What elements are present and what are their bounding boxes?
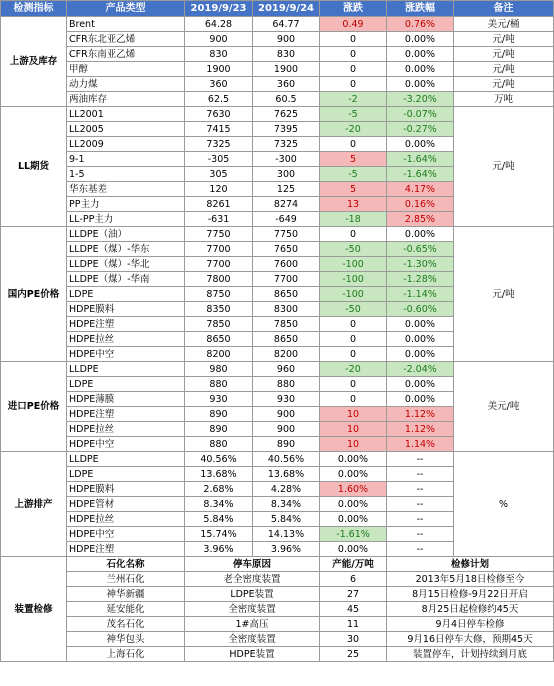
section-title: 进口PE价格 <box>1 362 67 452</box>
unit-note: 元/吨 <box>454 32 554 47</box>
section-title: 上游及库存 <box>1 17 67 107</box>
product-name: HDPE中空 <box>67 437 185 452</box>
unit-note: % <box>454 452 554 557</box>
header-note: 备注 <box>454 1 554 17</box>
table-row <box>1 32 554 47</box>
change-value: 0.00% <box>320 542 387 557</box>
table-row <box>1 362 554 377</box>
table-row <box>1 227 554 242</box>
value-day2: 7325 <box>253 137 320 152</box>
change-percent: -- <box>387 497 454 512</box>
header-date2: 2019/9/24 <box>253 1 320 17</box>
product-name: HDPE注塑 <box>67 542 185 557</box>
value-day1: 7800 <box>185 272 253 287</box>
change-percent: 0.00% <box>387 32 454 47</box>
change-value: -100 <box>320 272 387 287</box>
product-name: HDPE膜料 <box>67 302 185 317</box>
maintenance-capacity: 6 <box>320 572 387 587</box>
change-percent: 4.17% <box>387 182 454 197</box>
change-value: 0.00% <box>320 452 387 467</box>
change-value: 0 <box>320 392 387 407</box>
maintenance-plan: 装置停车，计划持续到月底 <box>387 647 554 662</box>
maintenance-capacity: 25 <box>320 647 387 662</box>
maintenance-plan: 8月25日起检修约45天 <box>387 602 554 617</box>
change-percent: -- <box>387 482 454 497</box>
product-name: HDPE注塑 <box>67 407 185 422</box>
table-row <box>1 47 554 62</box>
product-name: LLDPE（煤）-华南 <box>67 272 185 287</box>
change-value: -100 <box>320 257 387 272</box>
header-product: 产品类型 <box>67 1 185 17</box>
product-name: LLDPE <box>67 452 185 467</box>
maintenance-header-row <box>1 557 554 572</box>
change-value: 0 <box>320 32 387 47</box>
change-percent: -1.28% <box>387 272 454 287</box>
section-title: 装置检修 <box>1 557 67 662</box>
value-day1: 64.28 <box>185 17 253 32</box>
value-day2: 13.68% <box>253 467 320 482</box>
value-day1: 8350 <box>185 302 253 317</box>
header-row <box>1 1 554 17</box>
maintenance-header-plan: 检修计划 <box>387 557 554 572</box>
value-day1: 2.68% <box>185 482 253 497</box>
product-name: HDPE中空 <box>67 527 185 542</box>
value-day2: 930 <box>253 392 320 407</box>
change-value: 10 <box>320 407 387 422</box>
product-name: LL2009 <box>67 137 185 152</box>
value-day2: 1900 <box>253 62 320 77</box>
product-name: PP主力 <box>67 197 185 212</box>
value-day1: 980 <box>185 362 253 377</box>
value-day1: 3.96% <box>185 542 253 557</box>
change-value: 5 <box>320 182 387 197</box>
value-day1: 7415 <box>185 122 253 137</box>
maintenance-reason: LDPE装置 <box>185 587 320 602</box>
table-row <box>1 77 554 92</box>
product-name: 9-1 <box>67 152 185 167</box>
header-change-pct: 涨跌幅 <box>387 1 454 17</box>
value-day2: 64.77 <box>253 17 320 32</box>
value-day1: 1900 <box>185 62 253 77</box>
value-day1: 8650 <box>185 332 253 347</box>
value-day1: 13.68% <box>185 467 253 482</box>
maintenance-capacity: 45 <box>320 602 387 617</box>
value-day1: 120 <box>185 182 253 197</box>
maintenance-capacity: 30 <box>320 632 387 647</box>
maintenance-reason: 全密度装置 <box>185 632 320 647</box>
change-value: 10 <box>320 422 387 437</box>
product-name: HDPE注塑 <box>67 317 185 332</box>
change-value: 0 <box>320 377 387 392</box>
value-day2: 8300 <box>253 302 320 317</box>
change-percent: -- <box>387 542 454 557</box>
table-row <box>1 107 554 122</box>
value-day2: 7625 <box>253 107 320 122</box>
unit-note: 元/吨 <box>454 227 554 362</box>
change-value: 0 <box>320 137 387 152</box>
table-row <box>1 17 554 32</box>
maintenance-reason: 1#高压 <box>185 617 320 632</box>
change-percent: -- <box>387 527 454 542</box>
change-percent: 0.00% <box>387 332 454 347</box>
value-day2: 40.56% <box>253 452 320 467</box>
product-name: LLDPE（煤）-华北 <box>67 257 185 272</box>
value-day2: 7750 <box>253 227 320 242</box>
unit-note: 美元/桶 <box>454 17 554 32</box>
maintenance-plan: 2013年5月18日检修至今 <box>387 572 554 587</box>
change-value: 5 <box>320 152 387 167</box>
value-day1: 880 <box>185 377 253 392</box>
product-name: LL-PP主力 <box>67 212 185 227</box>
maintenance-plan: 9月4日停车检修 <box>387 617 554 632</box>
product-name: HDPE拉丝 <box>67 512 185 527</box>
change-value: 0 <box>320 347 387 362</box>
value-day2: 8274 <box>253 197 320 212</box>
value-day1: 40.56% <box>185 452 253 467</box>
change-percent: 0.00% <box>387 137 454 152</box>
change-percent: -1.64% <box>387 167 454 182</box>
product-name: LLDPE（油） <box>67 227 185 242</box>
value-day2: -649 <box>253 212 320 227</box>
value-day1: 5.84% <box>185 512 253 527</box>
maintenance-row <box>1 587 554 602</box>
table-row <box>1 92 554 107</box>
value-day2: 890 <box>253 437 320 452</box>
value-day1: -305 <box>185 152 253 167</box>
value-day1: 7700 <box>185 242 253 257</box>
header-indicator: 检测指标 <box>1 1 67 17</box>
product-name: CFR东北亚乙烯 <box>67 32 185 47</box>
maintenance-plan: 9月16日停车大修，预期45天 <box>387 632 554 647</box>
header-date1: 2019/9/23 <box>185 1 253 17</box>
product-name: HDPE薄膜 <box>67 392 185 407</box>
value-day2: 960 <box>253 362 320 377</box>
product-name: HDPE管材 <box>67 497 185 512</box>
product-name: 动力煤 <box>67 77 185 92</box>
value-day2: 880 <box>253 377 320 392</box>
value-day2: 8200 <box>253 347 320 362</box>
value-day2: 14.13% <box>253 527 320 542</box>
change-value: 0 <box>320 332 387 347</box>
unit-note: 元/吨 <box>454 77 554 92</box>
maintenance-row <box>1 602 554 617</box>
change-percent: 1.14% <box>387 437 454 452</box>
maintenance-capacity: 11 <box>320 617 387 632</box>
value-day1: 930 <box>185 392 253 407</box>
value-day2: 900 <box>253 422 320 437</box>
change-value: -5 <box>320 167 387 182</box>
change-value: 1.60% <box>320 482 387 497</box>
value-day2: 8.34% <box>253 497 320 512</box>
maintenance-company: 兰州石化 <box>67 572 185 587</box>
value-day2: 900 <box>253 407 320 422</box>
product-name: LDPE <box>67 377 185 392</box>
value-day1: 7630 <box>185 107 253 122</box>
change-percent: 0.00% <box>387 77 454 92</box>
maintenance-plan: 8月15日检修-9月22日开启 <box>387 587 554 602</box>
maintenance-row <box>1 617 554 632</box>
value-day1: 7850 <box>185 317 253 332</box>
value-day1: 890 <box>185 407 253 422</box>
value-day2: -300 <box>253 152 320 167</box>
value-day1: 305 <box>185 167 253 182</box>
maintenance-row <box>1 632 554 647</box>
change-percent: 0.00% <box>387 47 454 62</box>
maintenance-row <box>1 647 554 662</box>
change-percent: -- <box>387 512 454 527</box>
change-value: 0.00% <box>320 467 387 482</box>
change-value: -100 <box>320 287 387 302</box>
change-value: 0 <box>320 47 387 62</box>
change-percent: -2.04% <box>387 362 454 377</box>
change-percent: -1.64% <box>387 152 454 167</box>
value-day2: 300 <box>253 167 320 182</box>
product-name: HDPE拉丝 <box>67 332 185 347</box>
section-title: 上游排产 <box>1 452 67 557</box>
change-value: -50 <box>320 302 387 317</box>
unit-note: 元/吨 <box>454 47 554 62</box>
change-percent: 2.85% <box>387 212 454 227</box>
table-row <box>1 62 554 77</box>
maintenance-company: 神华新疆 <box>67 587 185 602</box>
maintenance-company: 神华包头 <box>67 632 185 647</box>
change-percent: -1.14% <box>387 287 454 302</box>
value-day1: 880 <box>185 437 253 452</box>
maintenance-row <box>1 572 554 587</box>
change-percent: -- <box>387 467 454 482</box>
maintenance-company: 延安能化 <box>67 602 185 617</box>
section-title: 国内PE价格 <box>1 227 67 362</box>
change-value: 10 <box>320 437 387 452</box>
value-day1: 8.34% <box>185 497 253 512</box>
change-value: 0 <box>320 227 387 242</box>
product-name: LDPE <box>67 467 185 482</box>
maintenance-company: 上海石化 <box>67 647 185 662</box>
value-day1: 360 <box>185 77 253 92</box>
unit-note: 美元/吨 <box>454 362 554 452</box>
value-day2: 5.84% <box>253 512 320 527</box>
value-day1: -631 <box>185 212 253 227</box>
change-value: 0.00% <box>320 512 387 527</box>
header-change: 涨跌 <box>320 1 387 17</box>
change-percent: 0.00% <box>387 62 454 77</box>
change-percent: -- <box>387 452 454 467</box>
change-value: -1.61% <box>320 527 387 542</box>
value-day2: 8650 <box>253 287 320 302</box>
change-percent: -1.30% <box>387 257 454 272</box>
maintenance-header-capacity: 产能/万吨 <box>320 557 387 572</box>
value-day2: 3.96% <box>253 542 320 557</box>
value-day2: 7850 <box>253 317 320 332</box>
value-day1: 7325 <box>185 137 253 152</box>
change-percent: 0.16% <box>387 197 454 212</box>
change-percent: -0.07% <box>387 107 454 122</box>
change-percent: -0.60% <box>387 302 454 317</box>
change-percent: 0.00% <box>387 317 454 332</box>
product-name: LDPE <box>67 287 185 302</box>
value-day2: 125 <box>253 182 320 197</box>
value-day1: 830 <box>185 47 253 62</box>
change-percent: 0.00% <box>387 227 454 242</box>
product-name: HDPE中空 <box>67 347 185 362</box>
change-value: 0 <box>320 317 387 332</box>
maintenance-header-reason: 停车原因 <box>185 557 320 572</box>
value-day2: 830 <box>253 47 320 62</box>
value-day1: 15.74% <box>185 527 253 542</box>
product-name: LL2001 <box>67 107 185 122</box>
maintenance-reason: 老全密度装置 <box>185 572 320 587</box>
maintenance-company: 茂名石化 <box>67 617 185 632</box>
product-name: 1-5 <box>67 167 185 182</box>
value-day2: 4.28% <box>253 482 320 497</box>
value-day1: 8261 <box>185 197 253 212</box>
change-value: 13 <box>320 197 387 212</box>
value-day2: 7700 <box>253 272 320 287</box>
value-day2: 7395 <box>253 122 320 137</box>
product-name: HDPE膜料 <box>67 482 185 497</box>
product-name: 甲醇 <box>67 62 185 77</box>
value-day1: 62.5 <box>185 92 253 107</box>
value-day1: 900 <box>185 32 253 47</box>
product-name: 华东基差 <box>67 182 185 197</box>
unit-note: 元/吨 <box>454 107 554 227</box>
value-day1: 7750 <box>185 227 253 242</box>
change-percent: 0.76% <box>387 17 454 32</box>
change-percent: -0.65% <box>387 242 454 257</box>
change-value: -2 <box>320 92 387 107</box>
table-row <box>1 452 554 467</box>
change-percent: 0.00% <box>387 377 454 392</box>
value-day2: 900 <box>253 32 320 47</box>
change-value: -20 <box>320 362 387 377</box>
section-title: LL期货 <box>1 107 67 227</box>
change-value: -20 <box>320 122 387 137</box>
product-name: HDPE拉丝 <box>67 422 185 437</box>
value-day2: 60.5 <box>253 92 320 107</box>
value-day1: 7700 <box>185 257 253 272</box>
value-day2: 7650 <box>253 242 320 257</box>
value-day1: 8200 <box>185 347 253 362</box>
change-percent: 0.00% <box>387 392 454 407</box>
product-name: Brent <box>67 17 185 32</box>
change-value: 0 <box>320 77 387 92</box>
change-value: -50 <box>320 242 387 257</box>
value-day1: 8750 <box>185 287 253 302</box>
change-percent: 1.12% <box>387 407 454 422</box>
change-percent: 0.00% <box>387 347 454 362</box>
change-percent: -3.20% <box>387 92 454 107</box>
product-name: LLDPE（煤）-华东 <box>67 242 185 257</box>
product-name: 两油库存 <box>67 92 185 107</box>
unit-note: 万吨 <box>454 92 554 107</box>
maintenance-capacity: 27 <box>320 587 387 602</box>
product-name: CFR东南亚乙烯 <box>67 47 185 62</box>
maintenance-reason: HDPE装置 <box>185 647 320 662</box>
unit-note: 元/吨 <box>454 62 554 77</box>
maintenance-header-company: 石化名称 <box>67 557 185 572</box>
change-value: 0 <box>320 62 387 77</box>
value-day2: 8650 <box>253 332 320 347</box>
maintenance-reason: 全密度装置 <box>185 602 320 617</box>
product-name: LL2005 <box>67 122 185 137</box>
value-day2: 7600 <box>253 257 320 272</box>
change-percent: 1.12% <box>387 422 454 437</box>
change-value: -18 <box>320 212 387 227</box>
product-name: LLDPE <box>67 362 185 377</box>
value-day2: 360 <box>253 77 320 92</box>
change-percent: -0.27% <box>387 122 454 137</box>
change-value: -5 <box>320 107 387 122</box>
change-value: 0.00% <box>320 497 387 512</box>
value-day1: 890 <box>185 422 253 437</box>
change-value: 0.49 <box>320 17 387 32</box>
